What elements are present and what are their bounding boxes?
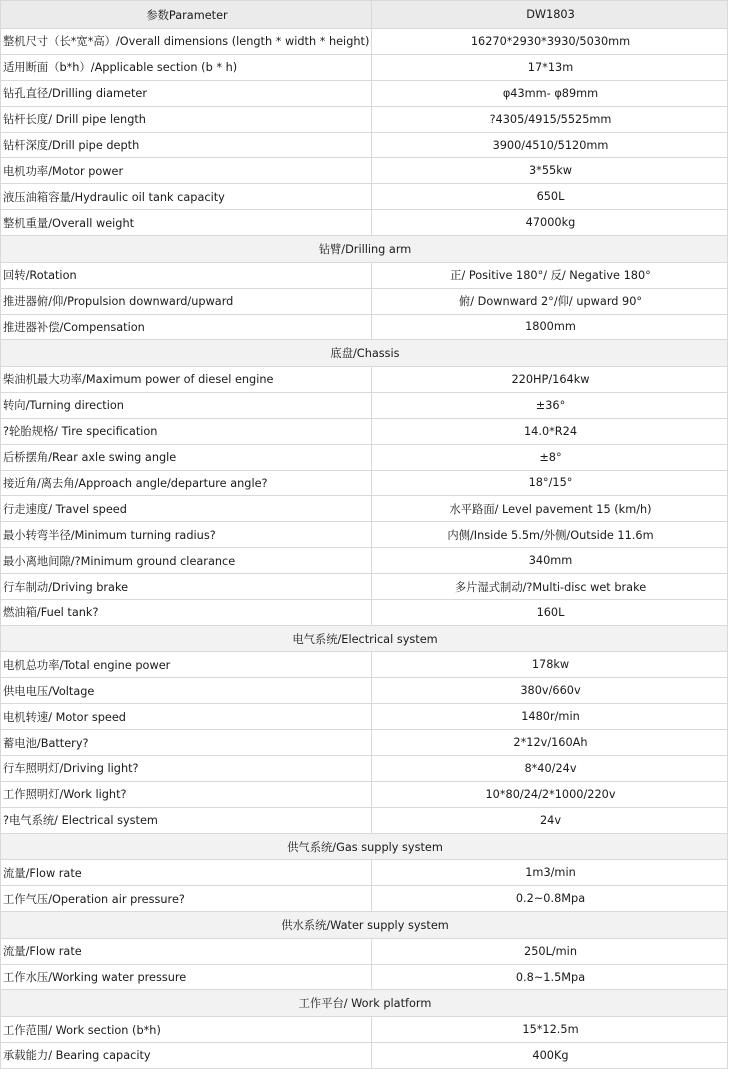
row-value: 俯/ Downward 2°/仰/ upward 90° [372, 288, 728, 314]
table-row [1, 938, 728, 964]
row-value: φ43mm- φ89mm [372, 80, 728, 106]
table-row [1, 574, 728, 600]
row-label: 工作气压/Operation air pressure? [1, 886, 372, 912]
table-row [1, 781, 728, 807]
section-header-electrical [1, 625, 728, 652]
row-label: 适用断面（b*h）/Applicable section (b * h) [1, 54, 372, 80]
section-header-drilling-arm [1, 236, 728, 263]
table-row [1, 392, 728, 418]
row-value: 15*12.5m [372, 1017, 728, 1043]
row-value: 400Kg [372, 1042, 728, 1068]
table-row [1, 1017, 728, 1043]
table-header-row [1, 1, 728, 29]
row-value: ?4305/4915/5525mm [372, 106, 728, 132]
row-label: 燃油箱/Fuel tank? [1, 600, 372, 626]
row-value: 17*13m [372, 54, 728, 80]
row-value: 1480r/min [372, 704, 728, 730]
table-row [1, 860, 728, 886]
row-value: 10*80/24/2*1000/220v [372, 781, 728, 807]
row-value: 0.2~0.8Mpa [372, 886, 728, 912]
row-label: 钻杆深度/Drill pipe depth [1, 132, 372, 158]
row-label: 液压油箱容量/Hydraulic oil tank capacity [1, 184, 372, 210]
section-header-water-supply [1, 912, 728, 939]
row-value: 8*40/24v [372, 756, 728, 782]
row-label: 工作水压/Working water pressure [1, 964, 372, 990]
table-row [1, 1042, 728, 1068]
row-label: ?轮胎规格/ Tire specification [1, 418, 372, 444]
row-value: 380v/660v [372, 678, 728, 704]
row-label: 后桥摆角/Rear axle swing angle [1, 444, 372, 470]
table-row [1, 418, 728, 444]
table-row [1, 522, 728, 548]
table-row [1, 54, 728, 80]
table-row [1, 132, 728, 158]
row-label: 钻孔直径/Drilling diameter [1, 80, 372, 106]
row-label: 整机尺寸（长*宽*高）/Overall dimensions (length * width * height) [1, 29, 372, 55]
table-row [1, 210, 728, 236]
table-row [1, 496, 728, 522]
table-row [1, 444, 728, 470]
row-value: 1800mm [372, 314, 728, 340]
row-label: 最小转弯半径/Minimum turning radius? [1, 522, 372, 548]
row-label: 柴油机最大功率/Maximum power of diesel engine [1, 366, 372, 392]
row-value: 3900/4510/5120mm [372, 132, 728, 158]
table-row [1, 807, 728, 833]
table-row [1, 678, 728, 704]
row-label: 推进器俯/仰/Propulsion downward/upward [1, 288, 372, 314]
row-value: 16270*2930*3930/5030mm [372, 29, 728, 55]
row-value: 220HP/164kw [372, 366, 728, 392]
row-value: 0.8~1.5Mpa [372, 964, 728, 990]
row-label: ?电气系统/ Electrical system [1, 807, 372, 833]
table-row [1, 262, 728, 288]
row-value: 14.0*R24 [372, 418, 728, 444]
section-title: 供气系统/Gas supply system [1, 833, 728, 860]
header-model: DW1803 [372, 1, 728, 29]
row-value: ±36° [372, 392, 728, 418]
header-parameter: 参数Parameter [1, 1, 372, 29]
row-label: 承载能力/ Bearing capacity [1, 1042, 372, 1068]
table-row [1, 158, 728, 184]
table-row [1, 106, 728, 132]
row-label: 蓄电池/Battery? [1, 730, 372, 756]
table-row [1, 886, 728, 912]
table-row [1, 184, 728, 210]
row-label: 行车照明灯/Driving light? [1, 756, 372, 782]
row-value: 多片湿式制动/?Multi-disc wet brake [372, 574, 728, 600]
table-row [1, 548, 728, 574]
section-title: 工作平台/ Work platform [1, 990, 728, 1017]
table-row [1, 314, 728, 340]
row-label: 最小离地间隙/?Minimum ground clearance [1, 548, 372, 574]
row-value: 340mm [372, 548, 728, 574]
table-row [1, 730, 728, 756]
row-label: 流量/Flow rate [1, 860, 372, 886]
table-row [1, 652, 728, 678]
row-label: 供电电压/Voltage [1, 678, 372, 704]
row-label: 流量/Flow rate [1, 938, 372, 964]
table-row [1, 600, 728, 626]
row-value: 47000kg [372, 210, 728, 236]
section-header-gas-supply [1, 833, 728, 860]
row-value: 1m3/min [372, 860, 728, 886]
table-row [1, 964, 728, 990]
row-value: 18°/15° [372, 470, 728, 496]
row-label: 行走速度/ Travel speed [1, 496, 372, 522]
row-label: 接近角/离去角/Approach angle/departure angle? [1, 470, 372, 496]
table-row [1, 80, 728, 106]
row-label: 工作照明灯/Work light? [1, 781, 372, 807]
row-label: 钻杆长度/ Drill pipe length [1, 106, 372, 132]
row-label: 转向/Turning direction [1, 392, 372, 418]
row-label: 推进器补偿/Compensation [1, 314, 372, 340]
table-row [1, 470, 728, 496]
table-row [1, 29, 728, 55]
section-title: 钻臂/Drilling arm [1, 236, 728, 263]
row-value: 650L [372, 184, 728, 210]
section-title: 供水系统/Water supply system [1, 912, 728, 939]
row-value: 内侧/Inside 5.5m/外侧/Outside 11.6m [372, 522, 728, 548]
row-label: 整机重量/Overall weight [1, 210, 372, 236]
section-title: 电气系统/Electrical system [1, 625, 728, 652]
table-row [1, 288, 728, 314]
row-value: 3*55kw [372, 158, 728, 184]
row-value: 正/ Positive 180°/ 反/ Negative 180° [372, 262, 728, 288]
row-label: 电机总功率/Total engine power [1, 652, 372, 678]
table-row [1, 756, 728, 782]
row-label: 电机转速/ Motor speed [1, 704, 372, 730]
section-title: 底盘/Chassis [1, 340, 728, 367]
row-label: 行车制动/Driving brake [1, 574, 372, 600]
row-value: 水平路面/ Level pavement 15 (km/h) [372, 496, 728, 522]
table-row [1, 704, 728, 730]
row-label: 工作范围/ Work section (b*h) [1, 1017, 372, 1043]
section-header-chassis [1, 340, 728, 367]
row-value: ±8° [372, 444, 728, 470]
row-label: 回转/Rotation [1, 262, 372, 288]
row-value: 250L/min [372, 938, 728, 964]
table-row [1, 366, 728, 392]
row-value: 2*12v/160Ah [372, 730, 728, 756]
row-value: 160L [372, 600, 728, 626]
row-value: 24v [372, 807, 728, 833]
row-value: 178kw [372, 652, 728, 678]
section-header-work-platform [1, 990, 728, 1017]
row-label: 电机功率/Motor power [1, 158, 372, 184]
